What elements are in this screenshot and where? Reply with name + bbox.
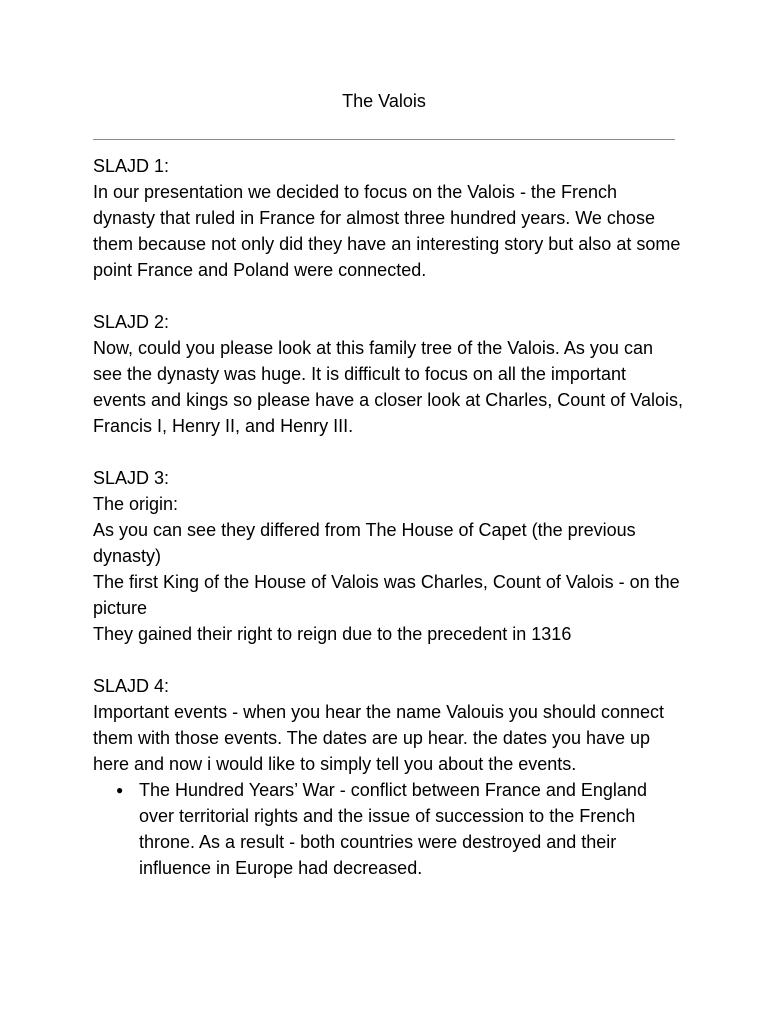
document-title: The Valois	[342, 91, 426, 111]
list-item-text: The Hundred Years’ War - conflict between France and England over territorial rights and the issue of succession to the French throne. As a result - both countries were destroyed and their influence in Europe had decreased.	[139, 780, 647, 878]
section-slide-2	[93, 309, 683, 439]
section-slide-4	[93, 673, 683, 881]
document-body	[93, 153, 683, 907]
section-heading: SLAJD 2:	[93, 312, 170, 332]
title-divider	[93, 139, 675, 140]
paragraph: They gained their right to reign due to the precedent in 1316	[93, 624, 572, 644]
section-slide-3	[93, 465, 683, 647]
section-heading: SLAJD 1:	[93, 156, 170, 176]
paragraph: Important events - when you hear the name Valouis you should connect them with those events. The dates are up hear. the dates you have up here and now i would like to simply tell you about the events.	[93, 702, 665, 774]
section-heading: SLAJD 3:	[93, 468, 170, 488]
paragraph: The first King of the House of Valois was Charles, Count of Valois - on the picture	[93, 572, 680, 618]
paragraph: The origin:	[93, 494, 179, 514]
section-slide-1	[93, 153, 683, 283]
paragraph: As you can see they differed from The House of Capet (the previous dynasty)	[93, 520, 636, 566]
bullet-list	[93, 777, 683, 881]
paragraph: In our presentation we decided to focus on the Valois - the French dynasty that ruled in France for almost three hundred years. We chose them because not only did they have an interesting story but also at some point France and Poland were connected.	[93, 182, 681, 280]
paragraph: Now, could you please look at this family tree of the Valois. As you can see the dynasty was huge. It is difficult to focus on all the important events and kings so please have a closer look at Charles, Count of Valois, Francis I, Henry II, and Henry III.	[93, 338, 684, 436]
section-heading: SLAJD 4:	[93, 676, 170, 696]
list-item	[93, 777, 683, 881]
bullet-icon: ●	[116, 783, 124, 797]
